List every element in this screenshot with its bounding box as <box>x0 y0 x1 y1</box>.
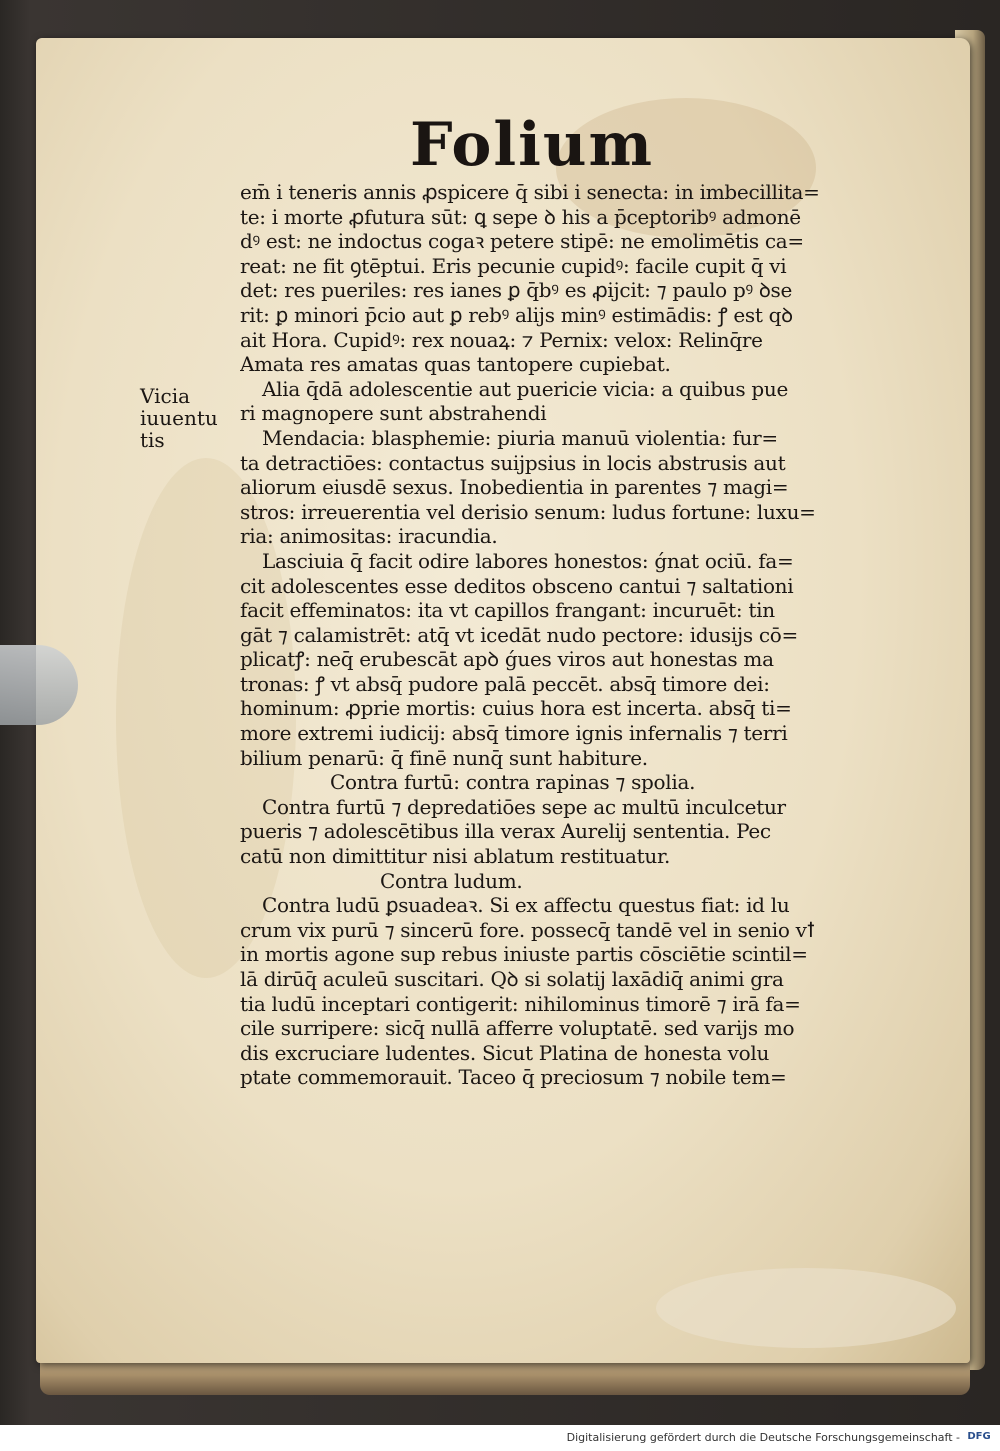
marginal-note-line: Vicia <box>140 384 191 408</box>
text-line: te: i morte ꝓfutura sūt: ꝗ sepe ꝺ his a p̄ceptoribꝰ admonē <box>240 204 801 229</box>
text-line: crum vix purū ⁊ sincerū fore. possecq̄ tandē vel in senio vꝉ <box>240 917 815 942</box>
text-line: ta detractiōes: contactus suijpsius in locis abstrusis aut <box>240 450 786 475</box>
text-line: hominum: ꝓprie mortis: cuius hora est incerta. absq̄ ti= <box>240 696 792 721</box>
text-line: aliorum eiusdē sexus. Inobedientia in parentes ⁊ magi= <box>240 475 789 500</box>
page-header: Folium <box>410 110 655 180</box>
paper-stain <box>656 1268 956 1348</box>
text-line: cile surripere: sicq̄ nullā afferre voluptatē. sed varijs mo <box>240 1016 795 1041</box>
dfg-logo: DFG <box>967 1431 991 1442</box>
marginal-note-line: tis <box>140 428 165 452</box>
text-line: cit adolescentes esse deditos obsceno cantui ⁊ saltationi <box>240 573 794 598</box>
text-line: pueris ⁊ adolescētibus illa verax Aurelij sententia. Pec <box>240 819 771 844</box>
text-line: ria: animositas: iracundia. <box>240 524 498 549</box>
text-line: det: res pueriles: res ianes ꝑ q̄bꝰ es ꝓijcit: ⁊ paulo pꝰ ꝺse <box>240 278 793 303</box>
text-line: Lasciuia q̄ facit odire labores honestos: ǵnat ociū. fa= <box>262 548 794 573</box>
body-text <box>240 180 850 1090</box>
text-line: Alia q̄dā adolescentie aut puericie vicia: a quibus pue <box>262 376 788 401</box>
text-line: em̄ i teneris annis ꝓspicere q̄ sibi i senecta: in imbecillita= <box>240 180 820 204</box>
text-line: ptate commemorauit. Taceo q̄ preciosum ⁊ nobile tem= <box>240 1065 787 1090</box>
text-line: plicatꝭ: neq̄ erubescāt apꝺ ǵues viros aut honestas ma <box>240 647 774 672</box>
text-line: rit: ꝑ minori p̄cio aut ꝑ rebꝰ alijs minꝰ estimādis: ꝭ est qꝺ <box>240 302 793 327</box>
text-line: Amata res amatas quas tantopere cupiebat. <box>240 352 671 377</box>
text-line: more extremi iudicij: absq̄ timore ignis infernalis ⁊ terri <box>240 721 788 746</box>
text-line: catū non dimittitur nisi ablatum restituatur. <box>240 844 671 869</box>
footer-credit: Digitalisierung gefördert durch die Deutsche Forschungsgemeinschaft - <box>566 1431 960 1444</box>
text-line: tronas: ꝭ vt absq̄ pudore palā peccēt. absq̄ timore dei: <box>240 671 770 696</box>
text-line: dꝰ est: ne indoctus cogaꝛ petere stipē: ne emolimētis ca= <box>240 229 804 254</box>
text-line: in mortis agone sup rebus iniuste partis cōsciētie scintil= <box>240 942 808 967</box>
text-line: lā dirūq̄ aculeū suscitari. Qꝺ si solatij laxādiq̄ animi gra <box>240 967 784 991</box>
text-line: Mendacia: blasphemie: piuria manuū violentia: fur= <box>262 425 778 450</box>
text-line: bilium penarū: q̄ finē nunq̄ sunt habiture. <box>240 745 648 770</box>
text-line: Contra furtū ⁊ depredatiōes sepe ac multū inculcetur <box>262 794 786 819</box>
text-line: Contra ludū ꝑsuadeaꝛ. Si ex affectu questus fiat: id lu <box>262 893 790 918</box>
text-line: stros: irreuerentia vel derisio senum: ludus fortune: luxu= <box>240 499 816 524</box>
marginal-note-line: iuuentu <box>140 406 218 430</box>
text-line: ait Hora. Cupidꝰ: rex nouaꝝ: ⁊ Pernix: velox: Relinq̄re <box>240 327 763 352</box>
section-heading: Contra furtū: contra rapinas ⁊ spolia. <box>330 770 696 795</box>
section-heading: Contra ludum. <box>380 868 523 893</box>
text-line: ri magnopere sunt abstrahendi <box>240 401 547 426</box>
text-line: facit effeminatos: ita vt capillos frangant: incuruēt: tin <box>240 598 775 623</box>
plastic-clip <box>0 645 78 725</box>
text-line: reat: ne fit ꝯtēptui. Eris pecunie cupidꝰ: facile cupit q̄ vi <box>240 253 787 278</box>
marginal-note <box>140 385 240 451</box>
text-line: dis excruciare ludentes. Sicut Platina de honesta volu <box>240 1040 770 1065</box>
text-line: tia ludū inceptari contigerit: nihilominus timorē ⁊ irā fa= <box>240 991 801 1016</box>
text-line: gāt ⁊ calamistrēt: atq̄ vt icedāt nudo pectore: idusijs cō= <box>240 622 798 647</box>
